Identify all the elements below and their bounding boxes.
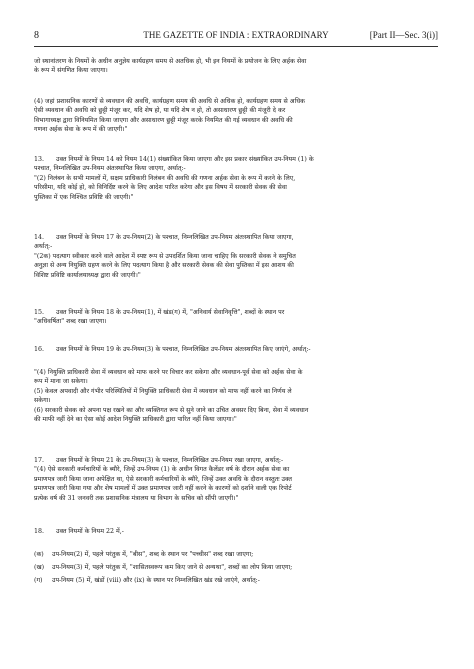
item-label: (ग): [34, 577, 43, 584]
section-18-heading: [34, 527, 438, 536]
section-text: उक्त नियमों के नियम 18 के उप-नियम(1), में खंड(ग) में, "अनिवार्य सेवानिवृत्ति", शब्दों के स्थान पर: [56, 309, 285, 316]
text-line: (6) सरकारी सेवक को अपना पक्ष रखने का और व्यक्तिगत रूप से सुने जाने का उचित अवसर दिए बिना, सेवा में व्यवधान: [34, 406, 309, 414]
text-line: रूप में माना जा सकेगा।: [34, 378, 88, 386]
list-item: [34, 550, 438, 559]
text-line: "(4) नियुक्ति प्राधिकारी सेवा में व्यवधान को माफ करने पर विचार कर सकेगा और व्यवधान-पूर्व सेवा को अर्हक सेवा के: [34, 369, 303, 376]
text-line: पुस्तिका में एक निश्चित प्रविष्टि की जाएगी।": [34, 193, 134, 201]
section-17-heading: [34, 456, 438, 465]
item-text: उप-नियम(3) में, पहले परंतुक में, "शासितस्वरूप कम किए जाने से अन्यथा", शब्दों का लोप किया जाएगा;: [52, 564, 293, 571]
text-line: "(4) ऐसे सरकारी कर्मचारियों के ब्यौरे, जिन्हें उप-नियम (1) के अधीन विगत कैलेंडर वर्ष के दौरान अर्हक सेवा का: [34, 466, 290, 474]
text-line: प्रमाणपत्र जारी किया जाना अपेक्षित था, ऐसे सरकारी कर्मचारियों के ब्यौरे, जिन्हें उक्त अवधि के दौरान वस्तुतः उक्त: [34, 475, 292, 483]
text-line: अनुज्ञा से अन्य नियुक्ति ग्रहण करने के लिए पदत्याग किया है और सरकारी सेवक की सेवा पुस्तिका में इस आशय की: [34, 262, 294, 270]
text-line: की माफी नहीं देने का ऐसा कोई आदेश नियुक्ति प्राधिकारी द्वारा पारित नहीं किया जाएगा।": [34, 416, 237, 424]
section-number: 15.: [34, 309, 45, 316]
text-line: अर्थात्:-: [34, 243, 53, 251]
list-item: [34, 563, 438, 572]
item-label: (ख): [34, 564, 45, 571]
text-line: विभागाध्यक्ष द्वारा विनियमित किया जाएगा और असाधारण छुट्टी मंजूर करके नियमित की गई व्यवधान की अवधि की: [34, 116, 293, 124]
section-intro: उक्त नियमों के नियम 14 को नियम 14(1) संख्यांकित किया जाएगा और इस प्रकार संख्यांकित उप-नियम (1) के: [56, 156, 314, 163]
section-15: [34, 308, 438, 327]
text-line: ऐसी व्यवधान की अवधि को छुट्टी मंजूर कर, यदि शेष हो, या यदि शेष न हो, तो असाधारण छुट्टी की मंजूरी दे कर: [34, 107, 286, 115]
section-16-body: [34, 368, 438, 424]
section-intro: उक्त नियमों के नियम 21 के उप-नियम(3) के पश्चात, निम्नलिखित उप-नियम रखा जाएगा, अर्थात्:-: [56, 457, 284, 464]
text-line: "(2) निलंबन के सभी मामलों में, सक्षम प्राधिकारी निलंबन की अवधि की गणना अर्हक सेवा के रूप में करने के लिए,: [34, 174, 296, 182]
section-number: 18.: [34, 528, 45, 535]
paragraph-4: [34, 97, 438, 135]
section-number: 14.: [34, 234, 45, 241]
section-number: 13.: [34, 156, 45, 163]
item-label: (क): [34, 551, 44, 558]
text-line: विशिष्ट प्रविष्टि कार्यालयाध्यक्ष द्वारा की जाएगी।": [34, 271, 141, 279]
list-item: [34, 576, 438, 585]
item-text: उप-नियम (5) में, खंडों (viii) और (ix) के स्थान पर निम्नलिखित खंड रखे जाएंगे, अर्थात्:-: [52, 577, 260, 584]
section-13-body: [34, 164, 438, 202]
section-number: 16.: [34, 346, 45, 353]
item-text: उप-नियम(2) में, पहले परंतुक में, "बीस", शब्द के स्थान पर "पच्चीस" शब्द रखा जाएगा;: [52, 551, 254, 558]
section-16-heading: [34, 345, 438, 354]
section-intro: उक्त नियमों के नियम 22 में,-: [56, 528, 124, 535]
section-intro: उक्त नियमों के नियम 19 के उप-नियम(3) के पश्चात, निम्नलिखित उप-नियम अंतःस्थापित किए जाएंगे, अर्थात्:-: [56, 346, 311, 353]
page-header: [34, 30, 438, 44]
text-line: (5) केवल अपवादी और गंभीर परिस्थितियों में नियुक्ति प्राधिकारी सेवा में व्यवधान को माफ नहीं करने का निर्णय ले: [34, 387, 292, 395]
text-line: "(2क) पदत्याग स्वीकार करने वाले आदेश में स्पष्ट रूप से उपदर्शित किया जाना चाहिए कि सरकारी सेवक ने समुचित: [34, 252, 296, 260]
text-line: जो स्थानांतरण के नियमों के अधीन अनुज्ञेय कार्यग्रहण समय से अतधिक हो, भी इन नियमों के प्रयोजन के लिए अर्हक सेवा: [34, 58, 307, 65]
text-line: के रूप में संगणित किया जाएगा।: [34, 67, 108, 75]
text-line: (4) जहां प्रशासनिक कारणों से व्यवधान की अवधि, कार्यग्रहण समय की अवधि से अधिक हो, कार्यग्रहण समय से अधिक: [34, 98, 305, 105]
gazette-title: THE GAZETTE OF INDIA : EXTRAORDINARY: [143, 30, 329, 40]
section-number: 17.: [34, 457, 45, 464]
text-line: प्रमाणपत्र जारी किया गया और शेष मामलों में उक्त प्रमाणपत्र जारी नहीं करने के कारणों को दर्शाने वाली एक रिपोर्ट: [34, 485, 292, 493]
text-line: गणना अर्हक सेवा के रूप में की जाएगी।": [34, 126, 128, 134]
text-line: [34, 308, 438, 317]
page-number: 8: [34, 30, 39, 41]
section-label: [Part II—Sec. 3(i)]: [369, 30, 438, 40]
section-14-body: [34, 242, 438, 280]
section-17-body: [34, 465, 438, 503]
text-line: सकेगा।: [34, 397, 51, 405]
section-13-heading: [34, 155, 438, 164]
section-14-heading: [34, 233, 438, 242]
paragraph-continuation: [34, 57, 438, 76]
text-line: प्रत्येक वर्ष की 31 जनवरी तक प्रशासनिक मंत्रालय या विभाग के सचिव को सौंपी जाएगी।": [34, 494, 239, 502]
text-line: "अधिवर्षिता" शब्द रखा जाएगा।: [34, 318, 107, 326]
text-line: परिसीमा, यदि कोई हो, को विनिर्दिष्ट करने के लिए आदेश पारित करेगा और इस विषय में सरकारी सेवक की सेवा: [34, 184, 287, 192]
header-rule: [34, 46, 438, 47]
text-line: पश्चात, निम्नलिखित उप-नियम अंतःस्थापित किया जाएगा, अर्थात्:-: [34, 165, 186, 173]
section-intro: उक्त नियमों के नियम 17 के उप-नियम(2) के पश्चात, निम्नलिखित उप-नियम अंतःस्थापित किया जाएगा,: [56, 234, 294, 241]
